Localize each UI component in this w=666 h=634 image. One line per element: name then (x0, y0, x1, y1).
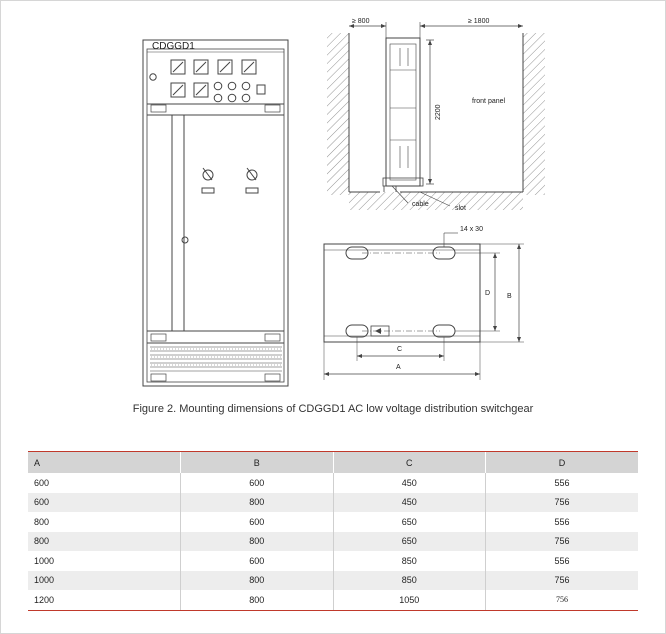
table-row (28, 532, 638, 552)
figure-caption: Figure 2. Mounting dimensions of CDGGD1 AC low voltage distribution switchgear (132, 403, 534, 415)
front-panel-label: front panel (472, 98, 506, 105)
cell-a: 1200 (28, 590, 181, 610)
table-row (28, 493, 638, 513)
dimensions-table (28, 451, 638, 611)
vent-grille (150, 347, 282, 371)
cell-d: 756 (486, 493, 639, 513)
cell-b: 600 (181, 551, 334, 571)
dimension-b-label: B (507, 293, 512, 300)
cell-b: 800 (181, 532, 334, 552)
cell-a: 800 (28, 532, 181, 552)
indicator-lamps (214, 82, 265, 102)
cell-b: 600 (181, 512, 334, 532)
cell-c: 450 (333, 493, 486, 513)
dimension-c-label: C (397, 346, 403, 353)
table-row (28, 512, 638, 532)
cell-d: 556 (486, 473, 639, 493)
cell-a: 1000 (28, 571, 181, 591)
cell-d: 756 (486, 590, 639, 610)
left-clearance-label: ≥ 800 (352, 18, 370, 25)
dimension-a-label: A (396, 364, 401, 371)
table-row (28, 473, 638, 493)
column-header-d: D (486, 452, 639, 474)
base-plan-view (324, 233, 524, 380)
height-label: 2200 (435, 104, 442, 120)
cell-a: 800 (34, 516, 50, 527)
cell-a: 600 (28, 493, 181, 513)
cabinet-front-view (143, 40, 288, 386)
cell-c: 1050 (333, 590, 486, 610)
cell-d: 756 (486, 571, 639, 591)
table-row (28, 571, 638, 591)
door-lock-icon (150, 74, 156, 80)
meter-icons (171, 60, 256, 97)
cell-b: 800 (181, 571, 334, 591)
cabinet-label: CDGGD1 (152, 41, 195, 52)
hole-size-label: 14 x 30 (460, 226, 483, 233)
cell-c: 450 (333, 473, 486, 493)
table-row (28, 551, 638, 571)
table-header-row (28, 452, 638, 474)
table-row (28, 590, 638, 610)
switch-handle-icons (202, 168, 258, 193)
cell-d: 556 (486, 512, 639, 532)
cell-a: 600 (34, 477, 50, 488)
column-header-c: C (333, 452, 486, 474)
cell-b: 800 (181, 590, 334, 610)
slot-label: slot (455, 205, 466, 212)
right-clearance-label: ≥ 1800 (468, 18, 490, 25)
cell-c: 850 (333, 551, 486, 571)
cell-a: 1000 (34, 555, 55, 566)
cell-d: 556 (486, 551, 639, 571)
cable-label: cable (412, 201, 429, 208)
column-header-b: B (181, 452, 334, 474)
mounting-hole-icons (346, 247, 455, 337)
cell-c: 650 (333, 532, 486, 552)
cell-b: 600 (181, 473, 334, 493)
cell-c: 850 (333, 571, 486, 591)
cell-d: 756 (486, 532, 639, 552)
cell-b: 800 (181, 493, 334, 513)
door-handle-icon (182, 237, 188, 243)
column-header-a: A (28, 452, 181, 474)
dimension-d-label: D (485, 290, 491, 297)
cell-c: 650 (333, 512, 486, 532)
